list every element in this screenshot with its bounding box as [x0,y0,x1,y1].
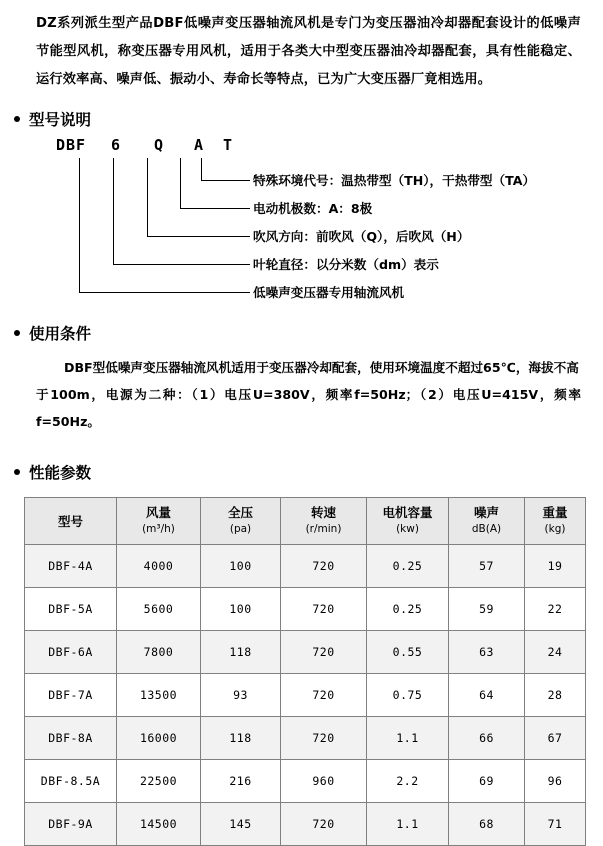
table-cell: 68 [449,803,525,846]
table-cell: 71 [525,803,586,846]
table-col-header: 全压 (pa) [201,498,281,545]
model-note-5: 低噪声变压器专用轴流风机 [253,285,405,300]
model-code-letters [48,136,238,154]
table-cell: 0.55 [367,631,449,674]
model-letter-0: DBF [55,136,87,154]
table-cell: 19 [525,545,586,588]
table-col-header: 转速 (r/min) [281,498,367,545]
table-cell: 720 [281,545,367,588]
table-cell: DBF-8.5A [25,760,117,803]
table-cell: 720 [281,631,367,674]
table-cell: DBF-8A [25,717,117,760]
table-cell: 960 [281,760,367,803]
table-cell: 22500 [117,760,201,803]
section-heading-perf [14,461,603,483]
table-row [25,631,586,674]
table-cell: 16000 [117,717,201,760]
table-cell: 66 [449,717,525,760]
table-cell: 720 [281,674,367,717]
section-heading-model [14,108,603,130]
table-header-row [25,498,586,545]
table-cell: 96 [525,760,586,803]
table-cell: 22 [525,588,586,631]
model-note-1: 特殊环境代号：温热带型（TH），干热带型（TA） [253,173,536,188]
table-cell: DBF-4A [25,545,117,588]
table-cell: 63 [449,631,525,674]
model-note-4: 叶轮直径：以分米数（dm）表示 [253,257,439,272]
model-note-2: 电动机极数：A：8极 [253,201,373,216]
table-cell: 14500 [117,803,201,846]
usage-line-2: 于100m，电源为二种：（1）电压U=380V，频率f=50Hz；（2）电压U=415V，频率f=50Hz。 [36,387,581,429]
table-cell: 720 [281,588,367,631]
table-cell: DBF-5A [25,588,117,631]
table-body [25,545,586,846]
table-cell: 5600 [117,588,201,631]
table-cell: 118 [201,631,281,674]
table-cell: 59 [449,588,525,631]
model-letter-4: T [222,136,234,154]
bullet-icon [14,116,20,122]
table-cell: 64 [449,674,525,717]
bullet-icon [14,330,20,336]
table-cell: 720 [281,717,367,760]
table-cell: 57 [449,545,525,588]
model-code-diagram [0,136,603,308]
section-title-usage: 使用条件 [29,325,92,343]
performance-table [24,497,586,846]
usage-paragraph [36,354,581,435]
intro-paragraph: DZ系列派生型产品DBF低噪声变压器轴流风机是专门为变压器油冷却器配套设计的低噪声节能型风机，称变压器专用风机，适用于各类大中型变压器油冷却器配套，具有性能稳定、运行效率高、噪声低、振动小、寿命长等特点，已为广大变压器厂竟相选用。 [36,16,581,87]
table-cell: 28 [525,674,586,717]
table-row [25,545,586,588]
table-cell: 1.1 [367,717,449,760]
table-cell: 216 [201,760,281,803]
document-page [0,10,603,831]
bullet-icon [14,469,20,475]
table-row [25,674,586,717]
section-title-model: 型号说明 [29,111,92,129]
table-cell: 100 [201,588,281,631]
section-title-perf: 性能参数 [29,464,92,482]
table-cell: DBF-7A [25,674,117,717]
table-cell: 4000 [117,545,201,588]
table-col-header: 风量 (m³/h) [117,498,201,545]
table-cell: 1.1 [367,803,449,846]
table-col-header: 型号 [25,498,117,545]
table-col-header: 噪声 dB(A) [449,498,525,545]
table-row [25,803,586,846]
table-cell: 720 [281,803,367,846]
table-row [25,588,586,631]
table-cell: 2.2 [367,760,449,803]
table-cell: 67 [525,717,586,760]
table-cell: 24 [525,631,586,674]
table-cell: 13500 [117,674,201,717]
table-cell: 100 [201,545,281,588]
table-cell: DBF-6A [25,631,117,674]
table-cell: 0.25 [367,545,449,588]
table-row [25,717,586,760]
usage-line-1: DBF型低噪声变压器轴流风机适用于变压器冷却配套，使用环境温度不超过65℃，海拔不高 [64,360,579,375]
model-letter-1: 6 [110,136,122,154]
model-letter-2: Q [153,136,165,154]
leader-line-5 [79,158,250,293]
table-col-header: 重量 (kg) [525,498,586,545]
table-cell: 7800 [117,631,201,674]
model-note-3: 吹风方向：前吹风（Q），后吹风（H） [253,229,470,244]
table-cell: 0.25 [367,588,449,631]
table-row [25,760,586,803]
performance-table-wrapper [24,497,585,846]
table-cell: 0.75 [367,674,449,717]
table-col-header: 电机容量 (kw) [367,498,449,545]
table-cell: 69 [449,760,525,803]
table-cell: DBF-9A [25,803,117,846]
table-cell: 93 [201,674,281,717]
model-letter-3: A [193,136,205,154]
table-cell: 118 [201,717,281,760]
section-heading-usage [14,322,603,344]
table-cell: 145 [201,803,281,846]
